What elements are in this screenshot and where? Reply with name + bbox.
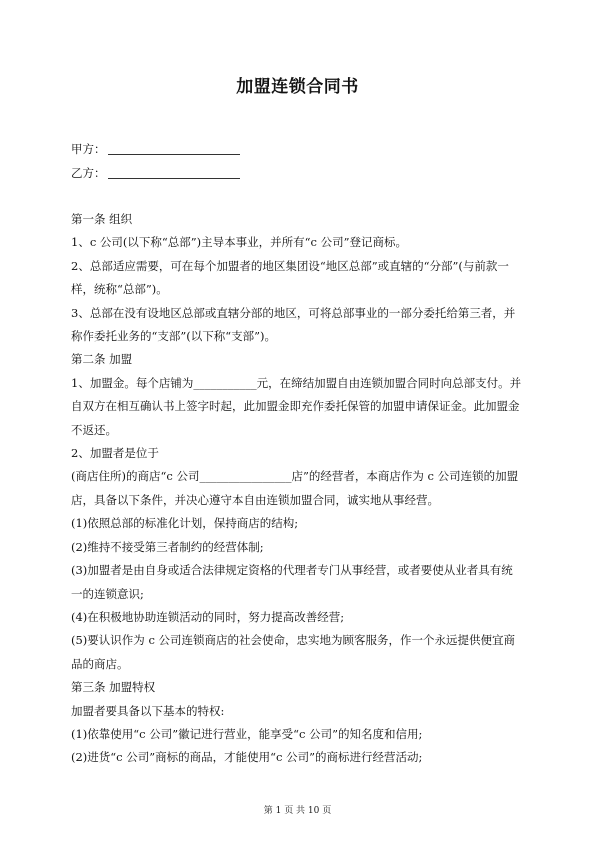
document-title: 加盟连锁合同书 xyxy=(236,77,359,97)
article-heading: 第三条 加盟特权 xyxy=(71,680,156,695)
list-item: (1)依照总部的标准化计划，保持商店的结构; xyxy=(71,516,299,531)
list-item: (2)维持不接受第三者制约的经营体制; xyxy=(71,539,264,554)
paragraph: (商店住所)的商店“c 公司________________店”的经营者，本商店作为 c 公司连锁的加盟店，具备以下条件，并决心遵守本自由连锁加盟合同，诚实地从事经营。 xyxy=(71,469,519,507)
list-item: (5)要认识作为 c 公司连锁商店的社会使命，忠实地为顾客服务，作一个永远提供便宜商品的商店。 xyxy=(71,633,516,671)
party-a-blank xyxy=(108,142,240,155)
paragraph: 1、加盟金。每个店铺为___________元，在缔结加盟自由连锁加盟合同时向总部支付。并自双方在相互确认书上签字时起，此加盟金即充作委托保管的加盟申请保证金。此加盟金不返还。 xyxy=(71,375,522,437)
article-heading: 第一条 组织 xyxy=(71,212,133,226)
page-footer: 第 1 页 共 10 页 xyxy=(263,806,332,816)
list-item: (2)进货“c 公司”商标的商品，才能使用“c 公司”的商标进行经营活动; xyxy=(71,750,423,765)
paragraph: 加盟者要具备以下基本的特权: xyxy=(71,703,225,718)
paragraph: 2、加盟者是位于 xyxy=(71,446,159,461)
contract-body xyxy=(71,208,523,770)
list-item: (1)依靠使用“c 公司”徽记进行营业，能享受“c 公司”的知名度和信用; xyxy=(71,726,423,741)
paragraph: 1、c 公司(以下称“总部”)主导本事业，并所有“c 公司”登记商标。 xyxy=(71,235,407,250)
article-heading: 第二条 加盟 xyxy=(71,352,133,367)
party-b-label: 乙方： xyxy=(71,166,106,180)
party-a-line xyxy=(71,141,240,157)
party-b-blank xyxy=(108,166,240,179)
paragraph: 2、总部适应需要，可在每个加盟者的地区集团设“地区总部”或直辖的“分部”(与前款一样，统称“总部”)。 xyxy=(71,258,509,297)
list-item: (4)在积极地协助连锁活动的同时，努力提高改善经营; xyxy=(71,609,345,624)
party-b-line xyxy=(71,165,240,181)
paragraph: 3、总部在没有设地区总部或直辖分部的地区，可将总部事业的一部分委托给第三者，并称作委托业务的“支部”(以下称“支部”)。 xyxy=(71,305,516,344)
party-a-label: 甲方： xyxy=(71,142,106,156)
list-item: (3)加盟者是由自身或适合法律规定资格的代理者专门从事经营，或者要使从业者具有统一的连锁意识; xyxy=(71,563,513,601)
